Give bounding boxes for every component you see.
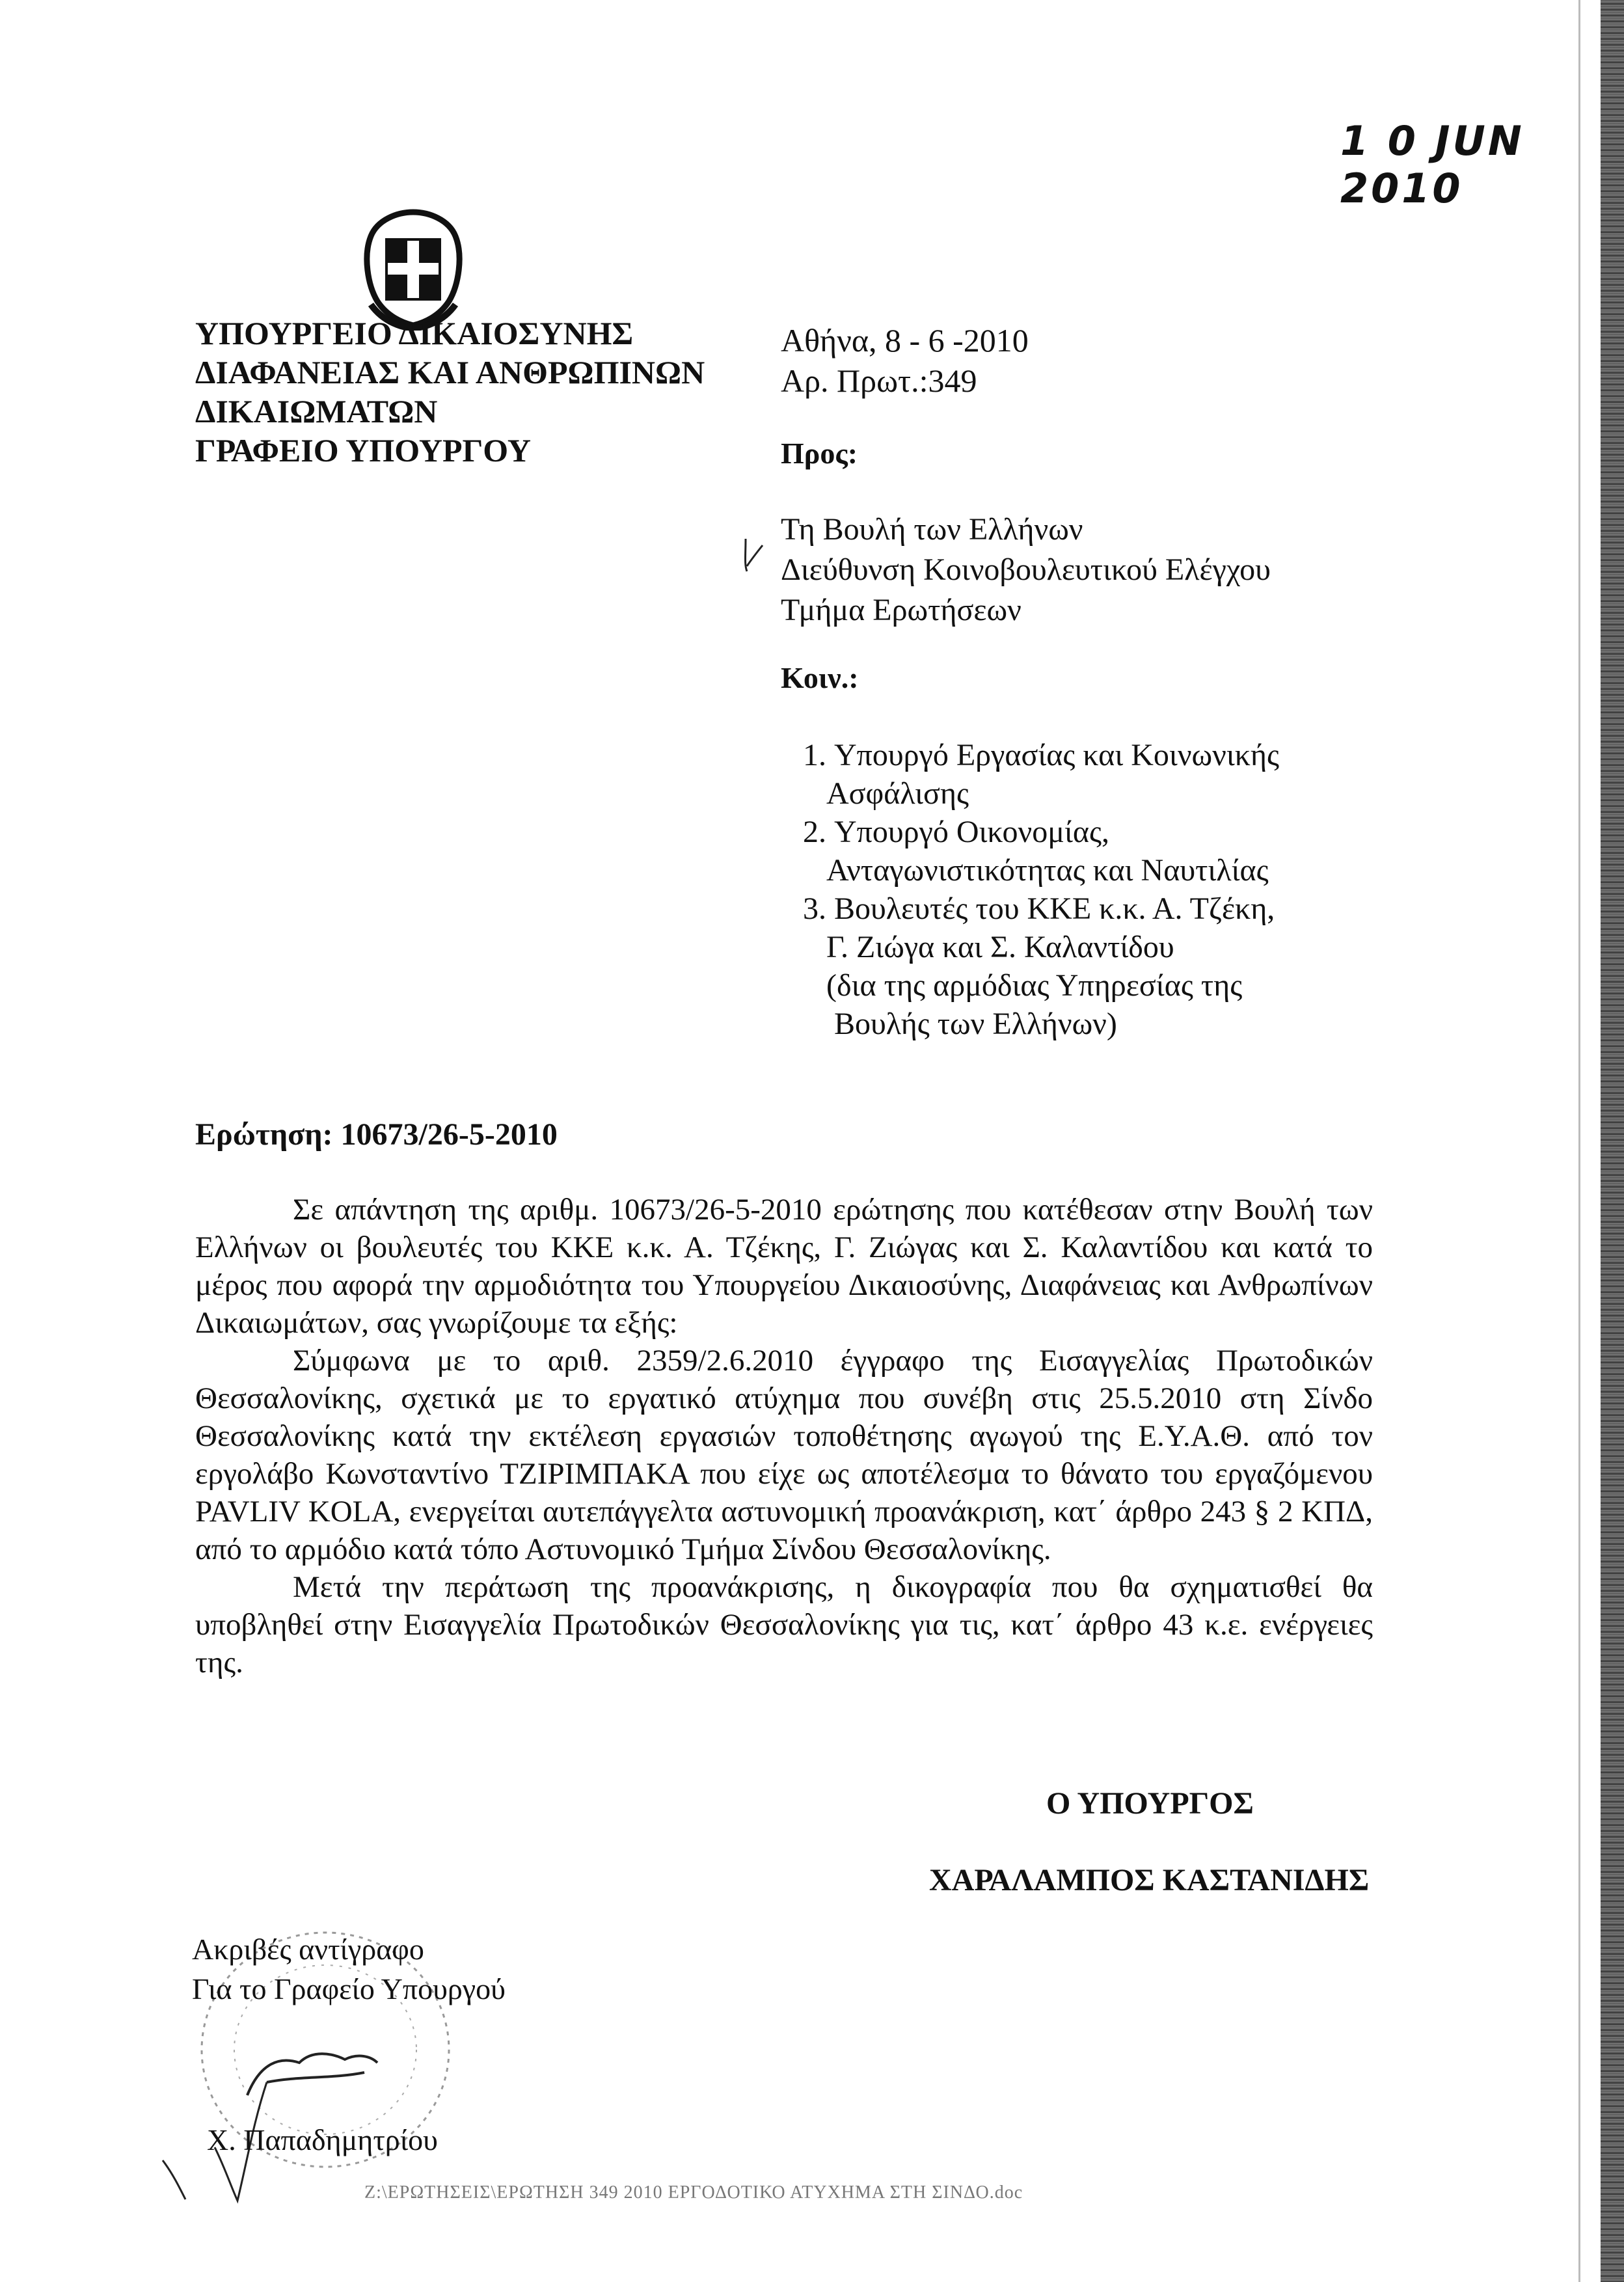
list-item (781, 890, 1279, 1043)
list-number: 1. (803, 738, 826, 772)
signatory-name: ΧΑΡΑΛΑΜΠΟΣ ΚΑΣΤΑΝΙΔΗΣ (929, 1863, 1370, 1897)
signatory-title: Ο ΥΠΟΥΡΓΟΣ (1046, 1786, 1254, 1821)
true-copy-label: Ακριβές αντίγραφο (192, 1933, 424, 1966)
recipient-block (781, 509, 1271, 631)
cc-label: Κοιν.: (781, 661, 859, 694)
body-paragraph: Σύμφωνα με το αριθ. 2359/2.6.2010 έγγραφο της Εισαγγελίας Πρωτοδικών Θεσσαλονίκης, σχετικά με το εργατικό ατύχημα που συνέβη στις 25.5.2010 στη Σίνδο Θεσσαλονίκης κατά την εκτέλεση εργασιών τοποθέτησης αγωγού της Ε.Υ.Α.Θ. από τον εργολάβο Κωνσταντίνο ΤΖΙΡΙΜΠΑΚΑ που είχε ως αποτέλεσμα το θάνατο του εργαζόμενου PAVLIV KOLA, ενεργείται αυτεπάγγελτα αστυνομική προανάκριση, κατ΄ άρθρο 243 § 2 ΚΠΔ, από το αρμόδιο κατά τόπο Αστυνομικό Τμήμα Σίνδου Θεσσαλονίκης. (195, 1344, 1373, 1566)
list-text: Ανταγωνιστικότητας και Ναυτιλίας (826, 853, 1269, 888)
true-copy-block (192, 1929, 506, 2009)
file-path-footer: Ζ:\ΕΡΩΤΗΣΕΙΣ\ΕΡΩΤΗΣΗ 349 2010 ΕΡΓΟΔΟΤΙΚΟ ΑΤΥΧΗΜΑ ΣΤΗ ΣΙΝΔΟ.doc (364, 2182, 1023, 2203)
list-number: 2. (803, 815, 826, 849)
list-text: Υπουργό Εργασίας και Κοινωνικής (834, 738, 1280, 772)
ministry-line: ΥΠΟΥΡΓΕΙΟ ΔΙΚΑΙΟΣΥΝΗΣ (195, 315, 634, 351)
list-text: (δια της αρμόδιας Υπηρεσίας της (826, 968, 1243, 1003)
question-reference: Ερώτηση: 10673/26-5-2010 (195, 1117, 558, 1152)
ministry-header (195, 314, 705, 470)
scan-edge (1601, 0, 1624, 2282)
recipient-line: Τμήμα Ερωτήσεων (781, 593, 1022, 627)
list-text: Γ. Ζιώγα και Σ. Καλαντίδου (826, 930, 1174, 964)
list-text: Βουλής των Ελλήνων) (826, 1007, 1117, 1041)
cc-list (781, 736, 1279, 1043)
list-text: Ασφάλισης (826, 776, 969, 811)
list-text: Υπουργό Οικονομίας, (834, 815, 1110, 849)
protocol-number: Αρ. Πρωτ.:349 (781, 362, 977, 399)
recipient-line: Διεύθυνση Κοινοβουλευτικού Ελέγχου (781, 552, 1271, 587)
body-paragraph: Μετά την περάτωση της προανάκρισης, η δικογραφία που θα σχηματισθεί θα υποβληθεί στην Εισαγγελία Πρωτοδικών Θεσσαλονίκης για τις, κατ΄ άρθρο 43 κ.ε. ενέργειες της. (195, 1570, 1373, 1679)
to-label: Προς: (781, 437, 858, 470)
letter-body (195, 1191, 1373, 1681)
list-item (781, 736, 1279, 813)
coat-of-arms-emblem (351, 207, 475, 331)
ministry-line: ΔΙΑΦΑΝΕΙΑΣ ΚΑΙ ΑΝΘΡΩΠΙΝΩΝ (195, 354, 705, 390)
office-label: Για το Γραφείο Υπουργού (192, 1972, 506, 2005)
list-number: 3. (803, 891, 826, 926)
ministry-line: ΔΙΚΑΙΩΜΑΤΩΝ (195, 393, 438, 429)
body-paragraph: Σε απάντηση της αριθμ. 10673/26-5-2010 ερώτησης που κατέθεσαν στην Βουλή των Ελλήνων οι βουλευτές του ΚΚΕ κ.κ. Α. Τζέκης, Γ. Ζιώγας και Σ. Καλαντίδου και κατά το μέρος που αφορά την αρμοδιότητα του Υπουργείου Δικαιοσύνης, Διαφάνειας και Ανθρωπίνων Δικαιωμάτων, σας γνωρίζουμε τα εξής: (195, 1193, 1373, 1340)
recipient-line: Τη Βουλή των Ελλήνων (781, 512, 1083, 547)
handwritten-check-mark (740, 526, 786, 578)
list-text: Βουλευτές του ΚΚΕ κ.κ. Α. Τζέκη, (834, 891, 1275, 926)
ministry-line: ΓΡΑΦΕΙΟ ΥΠΟΥΡΓΟΥ (195, 432, 532, 469)
scan-edge-line (1578, 0, 1580, 2282)
place-date: Αθήνα, 8 - 6 -2010 (781, 322, 1029, 359)
certifier-name: Χ. Παπαδημητρίου (207, 2123, 438, 2156)
received-date-stamp: 1 0 JUN 2010 (1340, 117, 1524, 212)
list-item (781, 813, 1279, 890)
date-block (781, 320, 1029, 401)
